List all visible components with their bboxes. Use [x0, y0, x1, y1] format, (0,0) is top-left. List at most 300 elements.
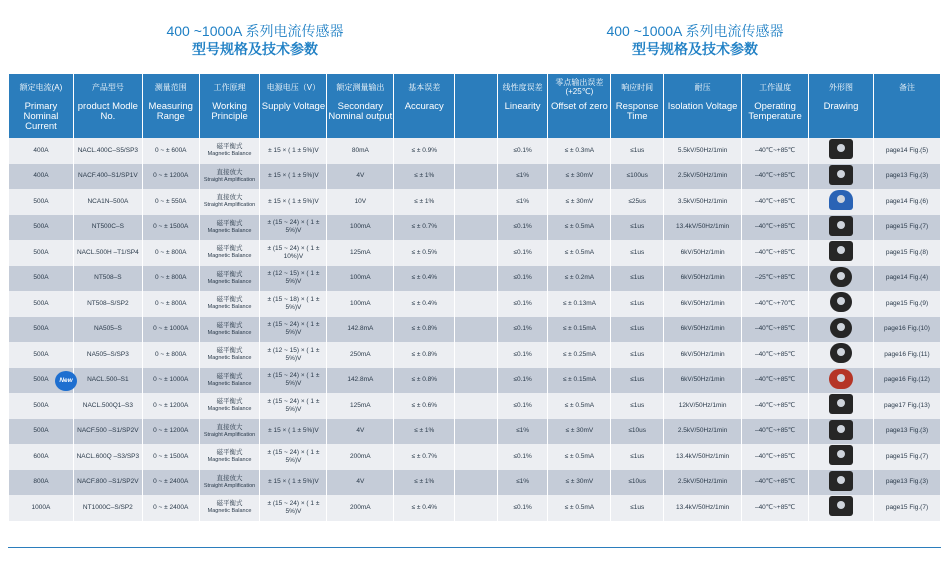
cell-note: page16 Fig.(10)	[873, 317, 940, 343]
cell-output: 80mA	[327, 138, 394, 164]
header-en: Primary Nominal Current	[9, 100, 74, 138]
cell-note: page13 Fig.(3)	[873, 470, 940, 496]
header-en: Accuracy	[394, 100, 455, 138]
cell-response: ≤1us	[611, 240, 664, 266]
table-row	[9, 266, 941, 292]
principle-en: Magnetic Balance	[207, 457, 252, 464]
cell-output: 100mA	[327, 215, 394, 241]
cell-isolation: 6kV/50Hz/1min	[664, 266, 742, 292]
cell-response: ≤1us	[611, 317, 664, 343]
cell-range: 0 ~ ± 1000A	[142, 317, 199, 343]
cell-principle	[199, 342, 260, 368]
cell-temp: –40℃~+85℃	[742, 393, 809, 419]
cell-current: 500A	[9, 419, 74, 445]
cell-blank	[455, 266, 498, 292]
cell-drawing	[809, 419, 874, 445]
cell-accuracy: ≤ ± 1%	[394, 164, 455, 190]
header-row-cn	[9, 74, 941, 100]
cell-offset: ≤ ± 0.5mA	[548, 393, 611, 419]
cell-temp: –40℃~+70℃	[742, 291, 809, 317]
principle-en: Magnetic Balance	[207, 355, 252, 362]
cell-blank	[455, 291, 498, 317]
cell-output: 10V	[327, 189, 394, 215]
cell-principle	[199, 419, 260, 445]
cell-accuracy: ≤ ± 0.8%	[394, 368, 455, 394]
sensor-drawing-image	[829, 420, 853, 440]
principle-en: Magnetic Balance	[207, 151, 252, 158]
cell-temp: –40℃~+85℃	[742, 419, 809, 445]
cell-drawing	[809, 266, 874, 292]
cell-linearity: ≤0.1%	[497, 215, 548, 241]
cell-supply: ± (15 ~ 24) × ( 1 ± 5%)V	[260, 393, 327, 419]
table-row	[9, 368, 941, 394]
cell-accuracy: ≤ ± 0.7%	[394, 444, 455, 470]
page-title-left	[150, 22, 360, 58]
cell-current: 500A	[9, 291, 74, 317]
cell-isolation: 6kV/50Hz/1min	[664, 342, 742, 368]
cell-response: ≤10us	[611, 470, 664, 496]
cell-current: 500A	[9, 393, 74, 419]
cell-response: ≤25us	[611, 189, 664, 215]
principle-en: Magnetic Balance	[207, 278, 252, 285]
table-row	[9, 189, 941, 215]
table-row	[9, 393, 941, 419]
new-badge: New	[55, 371, 77, 391]
cell-current: 600A	[9, 444, 74, 470]
cell-supply: ± (15 ~ 24) × ( 1 ± 5%)V	[260, 317, 327, 343]
cell-principle	[199, 393, 260, 419]
cell-range: 0 ~ ± 800A	[142, 266, 199, 292]
cell-offset: ≤ ± 30mV	[548, 470, 611, 496]
table-row	[9, 164, 941, 190]
cell-model: NACL.600Q –S3/SP3	[73, 444, 142, 470]
cell-note: page16 Fig.(11)	[873, 342, 940, 368]
bottom-rule	[8, 547, 941, 548]
cell-current: 400A	[9, 164, 74, 190]
cell-response: ≤1us	[611, 444, 664, 470]
title-line2: 型号规格及技术参数	[192, 41, 318, 57]
cell-output: 4V	[327, 419, 394, 445]
table-row	[9, 215, 941, 241]
header-cn: 备注	[873, 74, 940, 100]
cell-note: page13 Fig.(3)	[873, 419, 940, 445]
header-cn: 产品型号	[73, 74, 142, 100]
cell-range: 0 ~ ± 800A	[142, 342, 199, 368]
cell-offset: ≤ ± 0.3mA	[548, 138, 611, 164]
cell-offset: ≤ ± 0.2mA	[548, 266, 611, 292]
cell-supply: ± (15 ~ 18) × ( 1 ± 5%)V	[260, 291, 327, 317]
sensor-drawing-image	[830, 292, 852, 312]
cell-principle	[199, 444, 260, 470]
sensor-drawing-image	[829, 445, 853, 465]
cell-output: 250mA	[327, 342, 394, 368]
cell-current: 800A	[9, 470, 74, 496]
cell-response: ≤1us	[611, 495, 664, 521]
cell-drawing	[809, 368, 874, 394]
cell-temp: –40℃~+85℃	[742, 444, 809, 470]
sensor-drawing-image	[829, 165, 853, 185]
cell-range: 0 ~ ± 1000A	[142, 368, 199, 394]
cell-range: 0 ~ ± 1200A	[142, 393, 199, 419]
cell-isolation: 13.4kV/50Hz/1min	[664, 444, 742, 470]
principle-en: Straight Amplification	[203, 431, 256, 438]
principle-en: Straight Amplification	[203, 176, 256, 183]
sensor-drawing-image	[829, 471, 853, 491]
cell-supply: ± (15 ~ 24) × ( 1 ± 5%)V	[260, 495, 327, 521]
sensor-drawing-image	[829, 496, 853, 516]
header-en: Working Principle	[199, 100, 260, 138]
cell-blank	[455, 189, 498, 215]
cell-temp: –40℃~+85℃	[742, 470, 809, 496]
cell-offset: ≤ ± 0.5mA	[548, 495, 611, 521]
principle-en: Magnetic Balance	[207, 380, 252, 387]
cell-note: page15 Fig.(8)	[873, 240, 940, 266]
principle-en: Magnetic Balance	[207, 304, 252, 311]
cell-supply: ± 15 × ( 1 ± 5%)V	[260, 419, 327, 445]
cell-response: ≤1us	[611, 266, 664, 292]
cell-note: page15 Fig.(7)	[873, 444, 940, 470]
cell-offset: ≤ ± 0.25mA	[548, 342, 611, 368]
cell-drawing	[809, 393, 874, 419]
cell-isolation: 12kV/50Hz/1min	[664, 393, 742, 419]
header-en: Secondary Nominal output	[327, 100, 394, 138]
cell-model: NT508–S	[73, 266, 142, 292]
cell-note: page14 Fig.(4)	[873, 266, 940, 292]
cell-range: 0 ~ ± 2400A	[142, 495, 199, 521]
cell-blank	[455, 444, 498, 470]
cell-blank	[455, 138, 498, 164]
cell-note: page15 Fig.(7)	[873, 495, 940, 521]
cell-blank	[455, 368, 498, 394]
header-cn: 测量范围	[142, 74, 199, 100]
cell-accuracy: ≤ ± 0.4%	[394, 495, 455, 521]
cell-model: NACF.400–S1/SP1V	[73, 164, 142, 190]
header-en-blank	[455, 100, 498, 138]
header-row-en	[9, 100, 941, 138]
principle-en: Magnetic Balance	[207, 406, 252, 413]
cell-drawing	[809, 342, 874, 368]
cell-linearity: ≤0.1%	[497, 342, 548, 368]
cell-model: NACF.800 –S1/SP2V	[73, 470, 142, 496]
cell-output: 200mA	[327, 495, 394, 521]
principle-en: Straight Amplification	[203, 202, 256, 209]
title-line1: 400 ~1000A 系列电流传感器	[166, 23, 344, 39]
principle-en: Straight Amplification	[203, 482, 256, 489]
sensor-drawing-image	[829, 394, 853, 414]
sensor-drawing-image	[829, 139, 853, 159]
header-cn: 电源电压（V）	[260, 74, 327, 100]
cell-accuracy: ≤ ± 0.8%	[394, 342, 455, 368]
cell-accuracy: ≤ ± 0.4%	[394, 266, 455, 292]
sensor-drawing-image	[829, 241, 853, 261]
principle-cn: 磁平衡式	[216, 219, 243, 227]
cell-supply: ± 15 × ( 1 ± 5%)V	[260, 470, 327, 496]
cell-response: ≤1us	[611, 393, 664, 419]
cell-response: ≤1us	[611, 138, 664, 164]
cell-accuracy: ≤ ± 0.4%	[394, 291, 455, 317]
cell-offset: ≤ ± 30mV	[548, 189, 611, 215]
cell-output: 4V	[327, 470, 394, 496]
cell-principle	[199, 291, 260, 317]
header-en: product Modle No.	[73, 100, 142, 138]
cell-response: ≤1us	[611, 368, 664, 394]
table-row	[9, 291, 941, 317]
cell-output: 4V	[327, 164, 394, 190]
cell-note: page16 Fig.(12)	[873, 368, 940, 394]
title-line1: 400 ~1000A 系列电流传感器	[606, 23, 784, 39]
cell-principle	[199, 495, 260, 521]
cell-linearity: ≤0.1%	[497, 444, 548, 470]
cell-offset: ≤ ± 30mV	[548, 164, 611, 190]
cell-linearity: ≤0.1%	[497, 266, 548, 292]
table-row	[9, 342, 941, 368]
header-en-blank	[873, 100, 940, 138]
cell-isolation: 6kV/50Hz/1min	[664, 317, 742, 343]
cell-current: 500A	[9, 215, 74, 241]
cell-range: 0 ~ ± 550A	[142, 189, 199, 215]
cell-isolation: 3.5kV/50Hz/1min	[664, 189, 742, 215]
cell-offset: ≤ ± 0.13mA	[548, 291, 611, 317]
principle-cn: 磁平衡式	[216, 270, 243, 278]
cell-supply: ± (15 ~ 24) × ( 1 ± 5%)V	[260, 368, 327, 394]
cell-model: NCA1N–500A	[73, 189, 142, 215]
cell-drawing	[809, 138, 874, 164]
principle-cn: 磁平衡式	[216, 245, 243, 253]
cell-principle	[199, 266, 260, 292]
cell-isolation: 2.5kV/50Hz/1min	[664, 470, 742, 496]
cell-range: 0 ~ ± 1200A	[142, 419, 199, 445]
cell-accuracy: ≤ ± 0.7%	[394, 215, 455, 241]
cell-blank	[455, 164, 498, 190]
cell-output: 125mA	[327, 240, 394, 266]
cell-temp: –40℃~+85℃	[742, 189, 809, 215]
cell-supply: ± 15 × ( 1 ± 5%)V	[260, 164, 327, 190]
cell-output: 200mA	[327, 444, 394, 470]
cell-blank	[455, 393, 498, 419]
cell-isolation: 2.5kV/50Hz/1min	[664, 419, 742, 445]
principle-cn: 磁平衡式	[216, 347, 243, 355]
cell-offset: ≤ ± 0.5mA	[548, 444, 611, 470]
cell-model: NT500C–S	[73, 215, 142, 241]
cell-supply: ± 15 × ( 1 ± 5%)V	[260, 138, 327, 164]
cell-range: 0 ~ ± 2400A	[142, 470, 199, 496]
table-row	[9, 444, 941, 470]
principle-en: Magnetic Balance	[207, 508, 252, 515]
header-cn: 耐压	[664, 74, 742, 100]
cell-response: ≤100us	[611, 164, 664, 190]
cell-drawing	[809, 495, 874, 521]
sensor-drawing-image	[830, 343, 852, 363]
cell-principle	[199, 138, 260, 164]
cell-principle	[199, 368, 260, 394]
cell-linearity: ≤0.1%	[497, 495, 548, 521]
cell-current: 500A	[9, 266, 74, 292]
cell-output: 125mA	[327, 393, 394, 419]
cell-offset: ≤ ± 0.15mA	[548, 368, 611, 394]
cell-model: NT1000C–S/SP2	[73, 495, 142, 521]
cell-principle	[199, 215, 260, 241]
cell-current: 500A	[9, 240, 74, 266]
cell-drawing	[809, 189, 874, 215]
cell-linearity: ≤0.1%	[497, 393, 548, 419]
cell-drawing	[809, 164, 874, 190]
cell-supply: ± (12 ~ 15) × ( 1 ± 5%)V	[260, 266, 327, 292]
principle-cn: 磁平衡式	[216, 143, 243, 151]
cell-accuracy: ≤ ± 0.6%	[394, 393, 455, 419]
sensor-drawing-image	[829, 216, 853, 236]
cell-blank	[455, 419, 498, 445]
header-cn: 额定电流(A)	[9, 74, 74, 100]
header-en: Linearity	[497, 100, 548, 138]
cell-current: 500A	[9, 317, 74, 343]
cell-isolation: 6kV/50Hz/1min	[664, 240, 742, 266]
cell-offset: ≤ ± 0.5mA	[548, 215, 611, 241]
cell-isolation: 13.4kV/50Hz/1min	[664, 495, 742, 521]
cell-drawing	[809, 470, 874, 496]
header-en: Supply Voltage	[260, 100, 327, 138]
cell-temp: –25℃~+85℃	[742, 266, 809, 292]
cell-range: 0 ~ ± 800A	[142, 291, 199, 317]
header-cn: 线性度误差	[497, 74, 548, 100]
header-cn: 外形图	[809, 74, 874, 100]
page-title-right	[590, 22, 800, 58]
cell-range: 0 ~ ± 800A	[142, 240, 199, 266]
cell-linearity: ≤1%	[497, 189, 548, 215]
cell-isolation: 13.4kV/50Hz/1min	[664, 215, 742, 241]
cell-model: NACL.500H –T1/SP4	[73, 240, 142, 266]
cell-temp: –40℃~+85℃	[742, 368, 809, 394]
cell-note: page13 Fig.(3)	[873, 164, 940, 190]
cell-model: NA505–S/SP3	[73, 342, 142, 368]
cell-note: page14 Fig.(5)	[873, 138, 940, 164]
cell-linearity: ≤0.1%	[497, 138, 548, 164]
header-cn: 工作温度	[742, 74, 809, 100]
cell-principle	[199, 240, 260, 266]
header-cn: 工作原理	[199, 74, 260, 100]
table-row	[9, 240, 941, 266]
cell-accuracy: ≤ ± 1%	[394, 419, 455, 445]
cell-offset: ≤ ± 0.15mA	[548, 317, 611, 343]
cell-supply: ± (15 ~ 24) × ( 1 ± 10%)V	[260, 240, 327, 266]
cell-accuracy: ≤ ± 1%	[394, 470, 455, 496]
cell-principle	[199, 470, 260, 496]
table-row	[9, 317, 941, 343]
cell-model: NT508–S/SP2	[73, 291, 142, 317]
cell-offset: ≤ ± 30mV	[548, 419, 611, 445]
principle-cn: 磁平衡式	[216, 321, 243, 329]
cell-temp: –40℃~+85℃	[742, 342, 809, 368]
cell-linearity: ≤0.1%	[497, 240, 548, 266]
table-row	[9, 470, 941, 496]
cell-blank	[455, 470, 498, 496]
header-en: Offset of zero	[548, 100, 611, 138]
cell-model: NACL.500–S1	[73, 368, 142, 394]
principle-cn: 磁平衡式	[216, 296, 243, 304]
sensor-drawing-image	[829, 190, 853, 210]
cell-isolation: 2.5kV/50Hz/1min	[664, 164, 742, 190]
cell-drawing	[809, 215, 874, 241]
cell-output: 100mA	[327, 291, 394, 317]
cell-range: 0 ~ ± 1200A	[142, 164, 199, 190]
sensor-drawing-image	[829, 369, 853, 389]
cell-current: 500A	[9, 342, 74, 368]
cell-linearity: ≤1%	[497, 419, 548, 445]
principle-cn: 直接放大	[216, 168, 243, 176]
cell-supply: ± 15 × ( 1 ± 5%)V	[260, 189, 327, 215]
principle-en: Magnetic Balance	[207, 253, 252, 260]
cell-linearity: ≤0.1%	[497, 317, 548, 343]
sensor-drawing-image	[830, 318, 852, 338]
principle-cn: 直接放大	[216, 474, 243, 482]
header-en: Operating Temperature	[742, 100, 809, 138]
cell-note: page15 Fig.(9)	[873, 291, 940, 317]
cell-temp: –40℃~+85℃	[742, 317, 809, 343]
title-line2: 型号规格及技术参数	[632, 41, 758, 57]
cell-supply: ± (15 ~ 24) × ( 1 ± 5%)V	[260, 444, 327, 470]
cell-linearity: ≤1%	[497, 470, 548, 496]
cell-temp: –40℃~+85℃	[742, 138, 809, 164]
header-en: Isolation Voltage	[664, 100, 742, 138]
principle-cn: 磁平衡式	[216, 398, 243, 406]
principle-en: Magnetic Balance	[207, 227, 252, 234]
cell-blank	[455, 240, 498, 266]
cell-output: 142.8mA	[327, 317, 394, 343]
cell-output: 142.8mA	[327, 368, 394, 394]
cell-temp: –40℃~+85℃	[742, 215, 809, 241]
cell-principle	[199, 189, 260, 215]
cell-response: ≤1us	[611, 291, 664, 317]
cell-range: 0 ~ ± 1500A	[142, 215, 199, 241]
cell-drawing	[809, 240, 874, 266]
cell-current: 400A	[9, 138, 74, 164]
cell-isolation: 5.5kV/50Hz/1min	[664, 138, 742, 164]
cell-supply: ± (12 ~ 15) × ( 1 ± 5%)V	[260, 342, 327, 368]
cell-current: 1000A	[9, 495, 74, 521]
cell-blank	[455, 342, 498, 368]
principle-cn: 磁平衡式	[216, 372, 243, 380]
cell-blank	[455, 215, 498, 241]
cell-current: 500A	[9, 189, 74, 215]
principle-cn: 磁平衡式	[216, 500, 243, 508]
cell-temp: –40℃~+85℃	[742, 240, 809, 266]
header-cn: 额定测量输出	[327, 74, 394, 100]
cell-response: ≤1us	[611, 215, 664, 241]
principle-cn: 直接放大	[216, 194, 243, 202]
cell-current: 500A	[9, 368, 74, 394]
header-en: Measuring Range	[142, 100, 199, 138]
header-cn: 基本误差	[394, 74, 455, 100]
cell-range: 0 ~ ± 600A	[142, 138, 199, 164]
sensor-drawing-image	[830, 267, 852, 287]
cell-linearity: ≤1%	[497, 164, 548, 190]
table-row	[9, 419, 941, 445]
spec-table	[8, 74, 941, 521]
cell-note: page17 Fig.(13)	[873, 393, 940, 419]
principle-cn: 磁平衡式	[216, 449, 243, 457]
cell-note: page14 Fig.(6)	[873, 189, 940, 215]
cell-output: 100mA	[327, 266, 394, 292]
cell-blank	[455, 317, 498, 343]
header-cn: 零点输出误差(+25℃)	[548, 74, 611, 100]
header-cn: 响应时间	[611, 74, 664, 100]
cell-temp: –40℃~+85℃	[742, 164, 809, 190]
principle-cn: 直接放大	[216, 423, 243, 431]
principle-en: Magnetic Balance	[207, 329, 252, 336]
cell-drawing	[809, 291, 874, 317]
cell-linearity: ≤0.1%	[497, 368, 548, 394]
cell-linearity: ≤0.1%	[497, 291, 548, 317]
cell-model: NA505–S	[73, 317, 142, 343]
